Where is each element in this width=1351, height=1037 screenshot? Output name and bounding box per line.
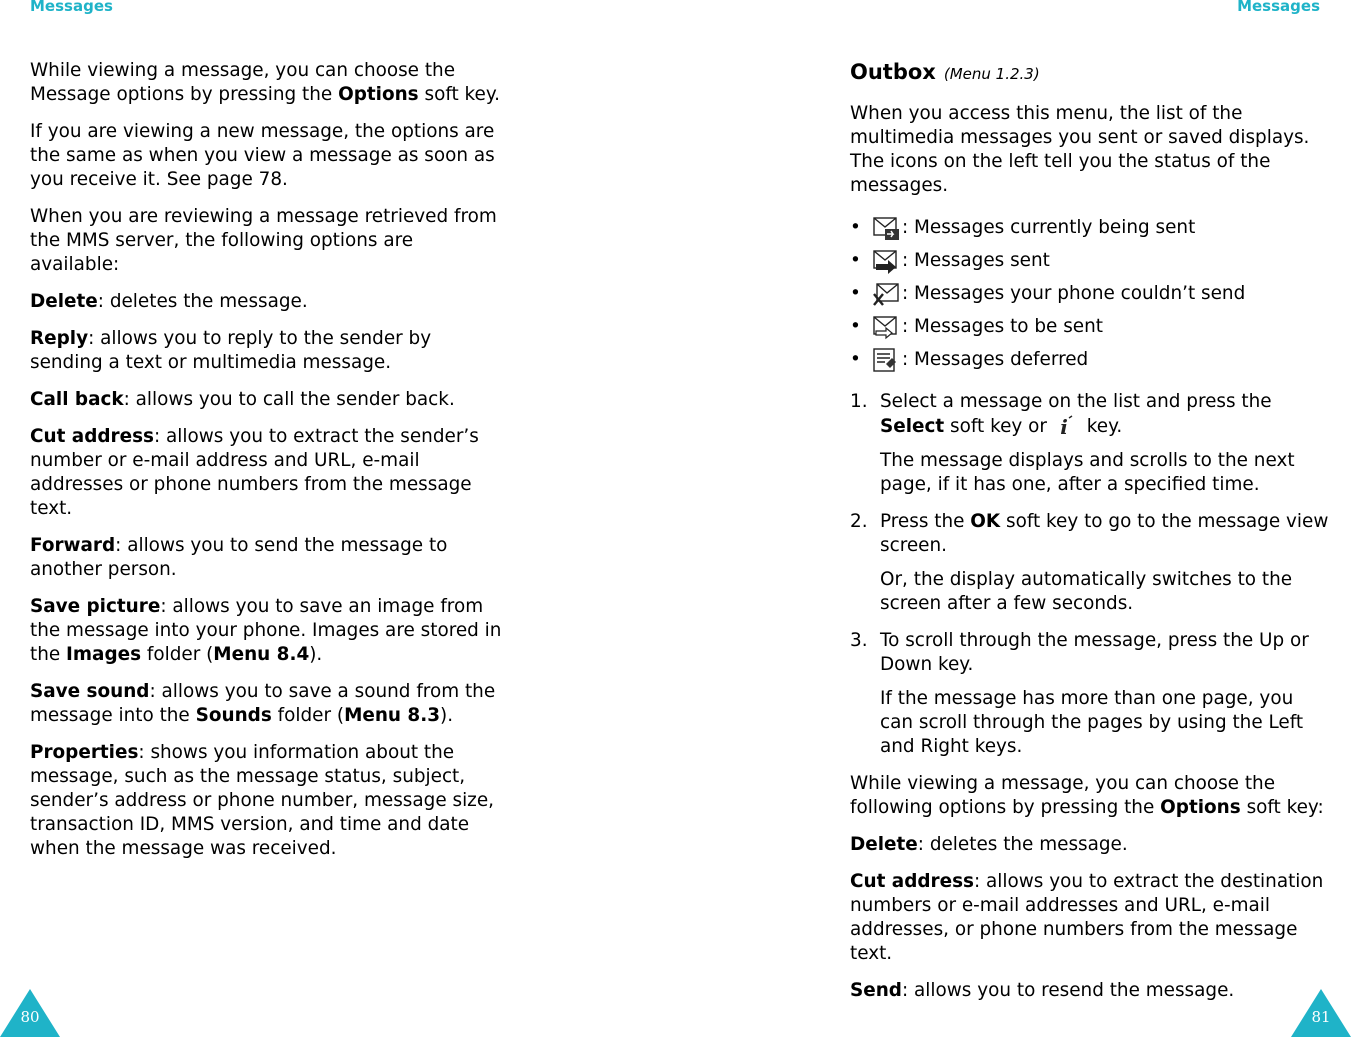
left-column: [30, 59, 505, 874]
info-key-icon: [1049, 414, 1079, 438]
intro-paragraph: When you are reviewing a message retrieved from the MMS server, the following options are available:: [30, 206, 497, 275]
options-key-label: Options: [338, 84, 419, 105]
option-delete: Delete: deletes the message.: [850, 834, 1128, 855]
option-forward: Forward: allows you to send the message to another person.: [30, 535, 448, 580]
status-icon-list: [850, 211, 1330, 376]
option-delete: Delete: deletes the message.: [30, 291, 308, 312]
list-item: • : Messages deferred: [850, 343, 1330, 376]
page-header-left: Messages: [30, 0, 113, 15]
list-item: • : Messages currently being sent: [850, 211, 1330, 244]
deferred-icon: [872, 347, 900, 373]
option-cut-address: Cut address: allows you to extract the sender’s number or e-mail address and URL, e-mail addresses or phone numbers from the message text.: [30, 426, 479, 519]
step-item: 3. To scroll through the message, press the Up or Down key. If the message has more than one page, you can scroll through the pages by using the Left and Right keys.: [850, 630, 1309, 757]
options-intro: While viewing a message, you can choose the following options by pressing the Options soft key:: [850, 773, 1324, 818]
left-page: [0, 0, 675, 1037]
sending-icon: [872, 215, 900, 241]
bullet: •: [850, 315, 861, 337]
page-number-tab-left: [0, 989, 60, 1037]
bullet: •: [850, 348, 861, 370]
list-item: • : Messages to be sent: [850, 310, 1330, 343]
outbox-intro: When you access this menu, the list of the multimedia messages you sent or saved displays. The icons on the left tell you the status of the messages.: [850, 103, 1310, 196]
bullet: •: [850, 249, 861, 271]
option-save-sound: Save sound: allows you to save a sound from the message into the Sounds folder (Menu 8.3).: [30, 681, 496, 726]
option-save-picture: Save picture: allows you to save an image from the message into your phone. Images are stored in the Images folder (Menu 8.4).: [30, 596, 502, 665]
to-be-sent-icon: [872, 314, 900, 340]
send-failed-icon: [872, 281, 900, 307]
page-number-tab-right: [1291, 989, 1351, 1037]
bullet: •: [850, 282, 861, 304]
list-item: • : Messages your phone couldn’t send: [850, 277, 1330, 310]
section-title: Outbox (Menu 1.2.3): [850, 60, 1040, 84]
page-number: 80: [20, 1008, 40, 1026]
menu-reference: (Menu 1.2.3): [943, 65, 1040, 83]
option-call-back: Call back: allows you to call the sender back.: [30, 389, 455, 410]
step-list: [850, 390, 1330, 759]
page-header-right: Messages: [1237, 0, 1320, 15]
step-item: 1. Select a message on the list and press the Select soft key or i key. The message displays and scrolls to the next page, if it has one, after a specified time.: [850, 391, 1295, 495]
list-item: • : Messages sent: [850, 244, 1330, 277]
intro-paragraph: While viewing a message, you can choose the Message options by pressing the Options soft key.: [30, 60, 500, 105]
option-cut-address: Cut address: allows you to extract the destination numbers or e-mail addresses and URL, e-mail addresses, or phone numbers from the message text.: [850, 871, 1324, 964]
bullet: •: [850, 216, 861, 238]
svg-text:i: i: [1060, 415, 1068, 438]
option-send: Send: allows you to resend the message.: [850, 980, 1235, 1001]
right-column: [850, 59, 1330, 1016]
page-number: 81: [1311, 1008, 1331, 1026]
intro-paragraph: If you are viewing a new message, the options are the same as when you view a message as soon as you receive it. See page 78.: [30, 121, 495, 190]
sent-icon: [872, 248, 900, 274]
step-item: 2. Press the OK soft key to go to the message view screen. Or, the display automatically switches to the screen after a few seconds.: [850, 511, 1329, 614]
option-reply: Reply: allows you to reply to the sender by sending a text or multimedia message.: [30, 328, 432, 373]
option-properties: Properties: shows you information about the message, such as the message status, subject, sender’s address or phone number, message size, transaction ID, MMS version, and time and date when the message was received.: [30, 742, 494, 859]
right-page: [675, 0, 1351, 1037]
